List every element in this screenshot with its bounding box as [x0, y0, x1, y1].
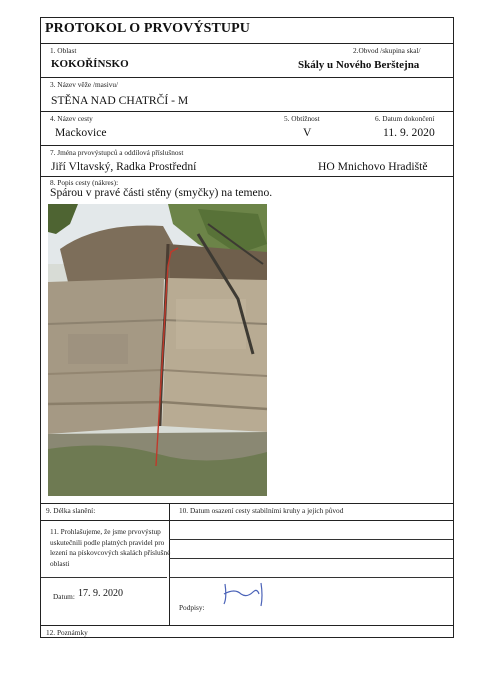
divider	[169, 539, 453, 540]
datum-label: Datum:	[53, 592, 75, 601]
divider	[41, 111, 453, 112]
prohlaseni-text: 11. Prohlašujeme, že jsme prvovýstup uskutečnili podle platných pravidel pro lezení na pískovcových skalách příslušné oblasti	[50, 527, 171, 568]
signature	[221, 580, 271, 615]
route-photo	[48, 204, 267, 496]
prvovystupci-names: Jiří Vltavský, Radka Prostřední	[51, 160, 197, 173]
divider	[41, 503, 453, 504]
podpisy-label: Podpisy:	[179, 603, 205, 612]
divider	[169, 577, 453, 578]
form-title: PROTOKOL O PRVOVÝSTUPU	[45, 21, 250, 36]
divider	[41, 77, 453, 78]
divider	[41, 520, 453, 521]
popis-label: 8. Popis cesty (nákres):	[50, 178, 119, 187]
slaneni-label: 9. Délka slanění:	[46, 506, 96, 515]
datum-value: 17. 9. 2020	[78, 588, 123, 599]
divider	[41, 145, 453, 146]
vez-value: STĚNA NAD CHATRČÍ - M	[51, 94, 189, 107]
prvovystupci-label: 7. Jména prvovýstupců a oddílová příslušnost	[50, 148, 184, 157]
cesta-label: 4. Název cesty	[50, 114, 93, 123]
oblast-value: KOKOŘÍNSKO	[51, 58, 129, 70]
datum-dokonceni-label: 6. Datum dokončení	[375, 114, 435, 123]
poznamky-label: 12. Poznámky	[46, 628, 88, 637]
obvod-value: Skály u Nového Berštejna	[298, 59, 420, 71]
divider	[41, 176, 453, 177]
divider	[41, 43, 453, 44]
obvod-label: 2.Obvod /skupina skal/	[353, 46, 421, 55]
osazeni-label: 10. Datum osazení cesty stabilními kruhy a jejich původ	[179, 506, 344, 515]
divider	[41, 577, 167, 578]
protocol-form	[40, 17, 454, 638]
prvovystupci-club: HO Mnichovo Hradiště	[318, 160, 428, 173]
divider	[169, 558, 453, 559]
divider	[41, 625, 453, 626]
oblast-label: 1. Oblast	[50, 46, 77, 55]
datum-dokonceni-value: 11. 9. 2020	[383, 126, 435, 139]
obtiznost-value: V	[303, 126, 312, 139]
popis-value: Spárou v pravé části stěny (smyčky) na temeno.	[50, 186, 273, 199]
obtiznost-label: 5. Obtížnost	[284, 114, 320, 123]
cesta-value: Mackovice	[55, 126, 107, 139]
vez-label: 3. Název věže /masivu/	[50, 80, 119, 89]
